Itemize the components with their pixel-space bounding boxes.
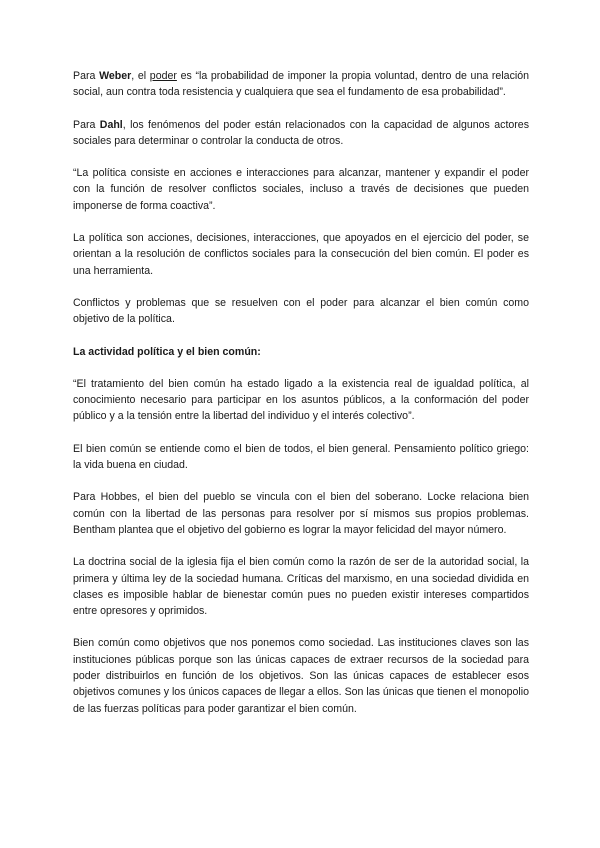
text-run: , los fenómenos del poder están relacionados con la capacidad de algunos actores sociales para determinar o controlar la conducta de otros. <box>73 118 529 147</box>
paragraph-institutions: Bien común como objetivos que nos ponemos como sociedad. Las instituciones claves son las instituciones públicas porque son las únicas capaces de extraer recursos de la sociedad para poder distribuirlos en función de los objetivos. Son las únicas capaces de establecer esos objetivos comunes y los únicos capaces de llegar a ellos. Son las únicas que tienen el monopolio de las fuerzas políticas para poder garantizar el bien común. <box>73 637 529 715</box>
paragraph-social-doctrine: La doctrina social de la iglesia fija el bien común como la razón de ser de la autoridad social, la primera y última ley de la sociedad humana. Críticas del marxismo, en una sociedad dividida en clases es imposible hablar de bienestar común pues no pueden existir intereses compartidos entre opresores y oprimidos. <box>73 556 529 618</box>
text-run: , el <box>131 70 150 82</box>
section-heading: La actividad política y el bien común: <box>73 345 261 358</box>
paragraph-dahl <box>73 117 529 150</box>
paragraph-common-good-definition: El bien común se entiende como el bien de todos, el bien general. Pensamiento político griego: la vida buena en ciudad. <box>73 442 529 472</box>
text-run: es “la probabilidad de imponer la propia voluntad, dentro de una relación social, aun contra toda resistencia y cualquiera que sea el fundamento de esa probabilidad”. <box>73 70 530 99</box>
paragraph-common-good-quote: “El tratamiento del bien común ha estado ligado a la existencia real de igualdad política, al conocimiento necesario para participar en los asuntos públicos, a la conformación del poder público y a la tensión entre la libertad del individuo y el interés colectivo”. <box>73 377 529 423</box>
text-run: Para <box>73 118 100 131</box>
paragraph-hobbes-locke-bentham: Para Hobbes, el bien del pueblo se vincula con el bien del soberano. Locke relaciona bien común con la libertad de las personas para resolver por sí mismos sus propios problemas. Bentham plantea que el objetivo del gobierno es lograr la mayor felicidad del mayor número. <box>73 491 529 536</box>
document-page <box>73 68 529 733</box>
paragraph-politics-definition: La política son acciones, decisiones, interacciones, que apoyados en el ejercicio del poder, se orientan a la resolución de conflictos sociales para la consecución del bien común. El poder es una herramienta. <box>73 232 529 277</box>
underlined-term-poder: poder <box>149 70 177 82</box>
author-name-dahl: Dahl <box>99 118 123 131</box>
text-run: Para <box>73 70 100 82</box>
author-name-weber: Weber <box>99 70 132 82</box>
paragraph-weber <box>73 68 529 101</box>
paragraph-politics-quote: “La política consiste en acciones e interacciones para alcanzar, mantener y expandir el poder con la función de resolver conflictos sociales, incluso a través de decisiones que pueden imponerse de forma coactiva”. <box>73 167 529 212</box>
paragraph-conflicts: Conflictos y problemas que se resuelven con el poder para alcanzar el bien común como objetivo de la política. <box>73 296 529 326</box>
